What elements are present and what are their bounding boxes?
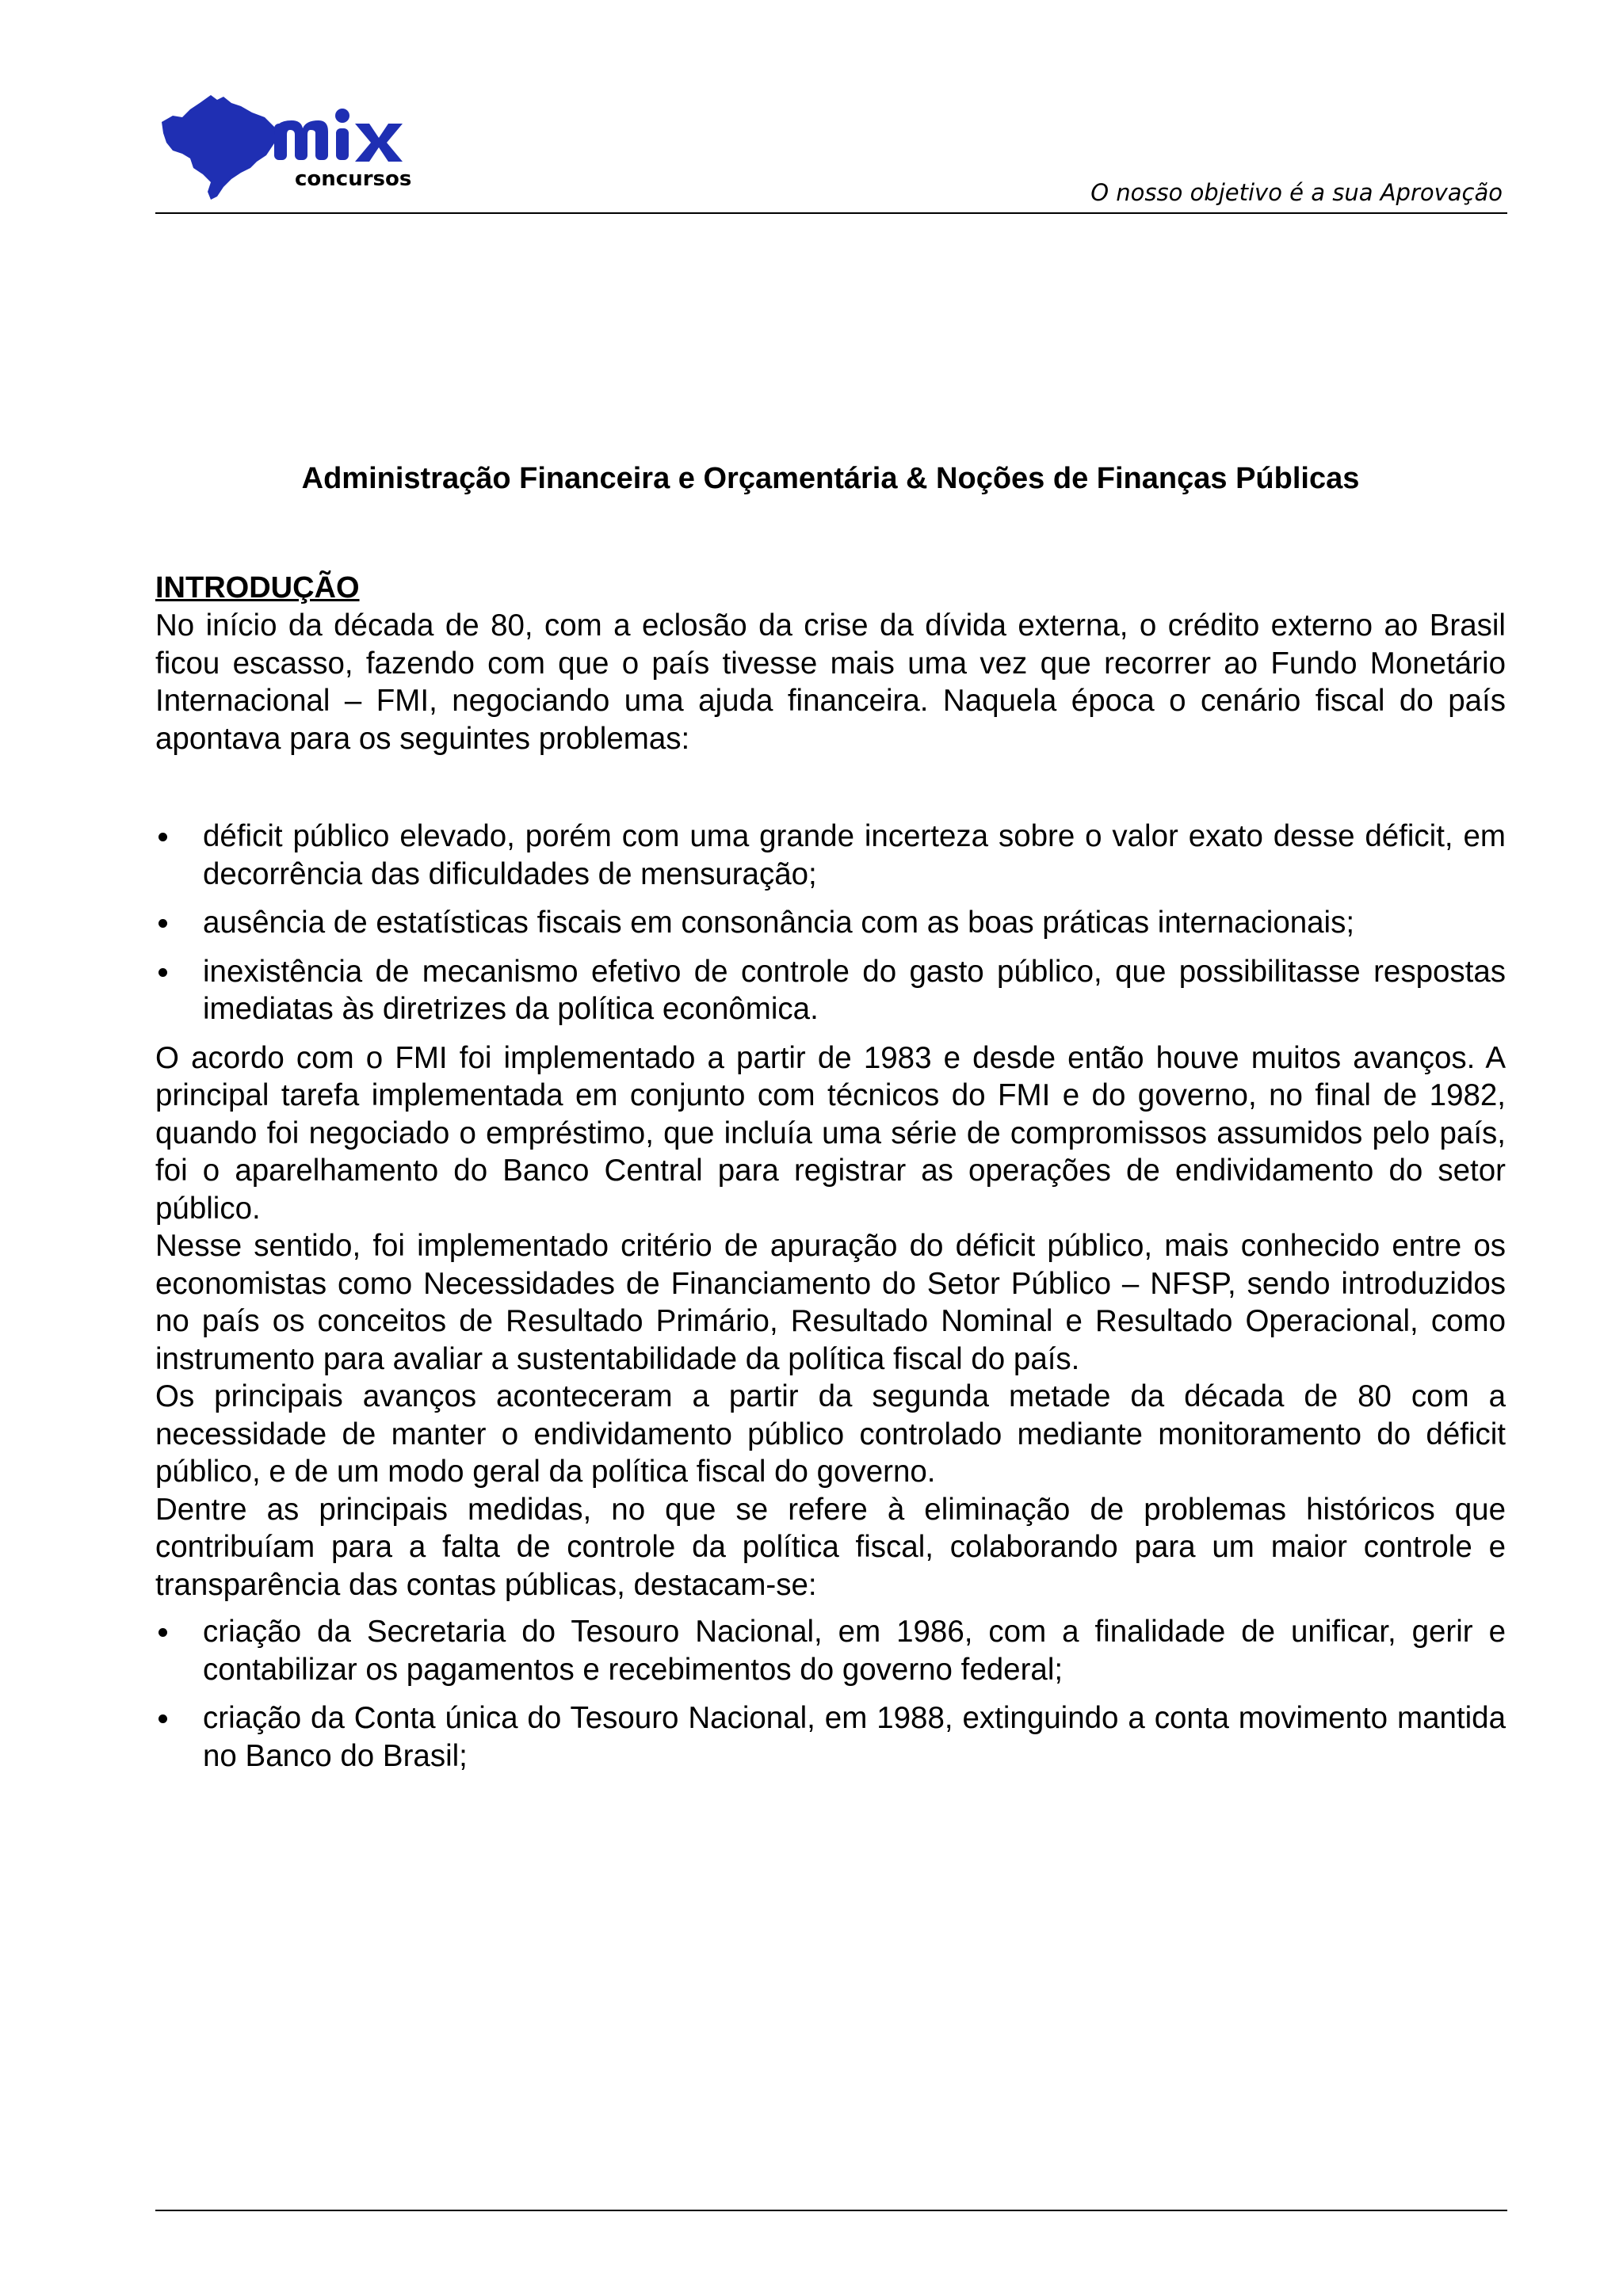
paragraph: Dentre as principais medidas, no que se refere à eliminação de problemas históricos que contribuíam para a falta de controle da política fiscal, colaborando para um maior controle e transparência das contas públicas, destacam-se: [155,1492,1506,1602]
footer-divider [155,2210,1507,2211]
measures-list [155,1613,1506,1775]
header-tagline: O nosso objetivo é a sua Aprovação [1090,179,1503,206]
bullet-icon [158,968,167,977]
list-item: criação da Secretaria do Tesouro Nacional, em 1986, com a finalidade de unificar, gerir e contabilizar os pagamentos e recebimentos do governo federal; [155,1613,1506,1688]
list-item: ausência de estatísticas fiscais em consonância com as boas práticas internacionais; [155,904,1506,942]
section-heading-introducao: INTRODUÇÃO [155,571,360,605]
logo-subtitle: concursos [295,167,412,191]
paragraph: Nesse sentido, foi implementado critério de apuração do déficit público, mais conhecido entre os economistas como Necessidades de Financiamento do Setor Público – NFSP, sendo introduzidos no país os conceitos de Resultado Primário, Resultado Nominal e Resultado Operacional, como instrumento para avaliar a sustentabilidade da política fiscal do país. [155,1229,1506,1376]
document-body [155,460,1506,1786]
paragraph: Os principais avanços aconteceram a partir da segunda metade da década de 80 com a necessidade de manter o endividamento público controlado mediante monitoramento do déficit público, e de um modo geral da política fiscal do governo. [155,1379,1506,1489]
header-divider [155,212,1507,214]
bullet-icon [158,833,167,841]
brazil-map-icon [162,95,279,200]
paragraph: O acordo com o FMI foi implementado a partir de 1983 e desde então houve muitos avanços. A principal tarefa implementada em conjunto com técnicos do FMI e do governo, no final de 1982, quando foi negociado o empréstimo, que incluía uma série de compromissos assumidos pelo país, foi o aparelhamento do Banco Central para registrar as operações de endividamento do setor público. [155,1040,1506,1226]
list-item: inexistência de mecanismo efetivo de controle do gasto público, que possibilitasse respostas imediatas às diretrizes da política econômica. [155,953,1506,1028]
paragraph: No início da década de 80, com a eclosão da crise da dívida externa, o crédito externo ao Brasil ficou escasso, fazendo com que o país tivesse mais uma vez que recorrer ao Fundo Monetário Internacional – FMI, negociando uma ajuda financeira. Naquela época o cenário fiscal do país apontava para os seguintes problemas: [155,608,1506,756]
logo-letter-i [336,128,349,160]
list-item: criação da Conta única do Tesouro Nacional, em 1988, extinguindo a conta movimento mantida no Banco do Brasil; [155,1699,1506,1775]
list-item: déficit público elevado, porém com uma grande incerteza sobre o valor exato desse déficit, em decorrência das dificuldades de mensuração; [155,818,1506,893]
logo-letter-x [355,124,403,162]
document-title: Administração Financeira e Orçamentária & Noções de Finanças Públicas [301,462,1360,495]
mix-concursos-logo [155,86,456,204]
bullet-icon [158,919,167,928]
bullet-icon [158,1714,167,1723]
bullet-icon [158,1628,167,1637]
problems-list [155,818,1506,1028]
